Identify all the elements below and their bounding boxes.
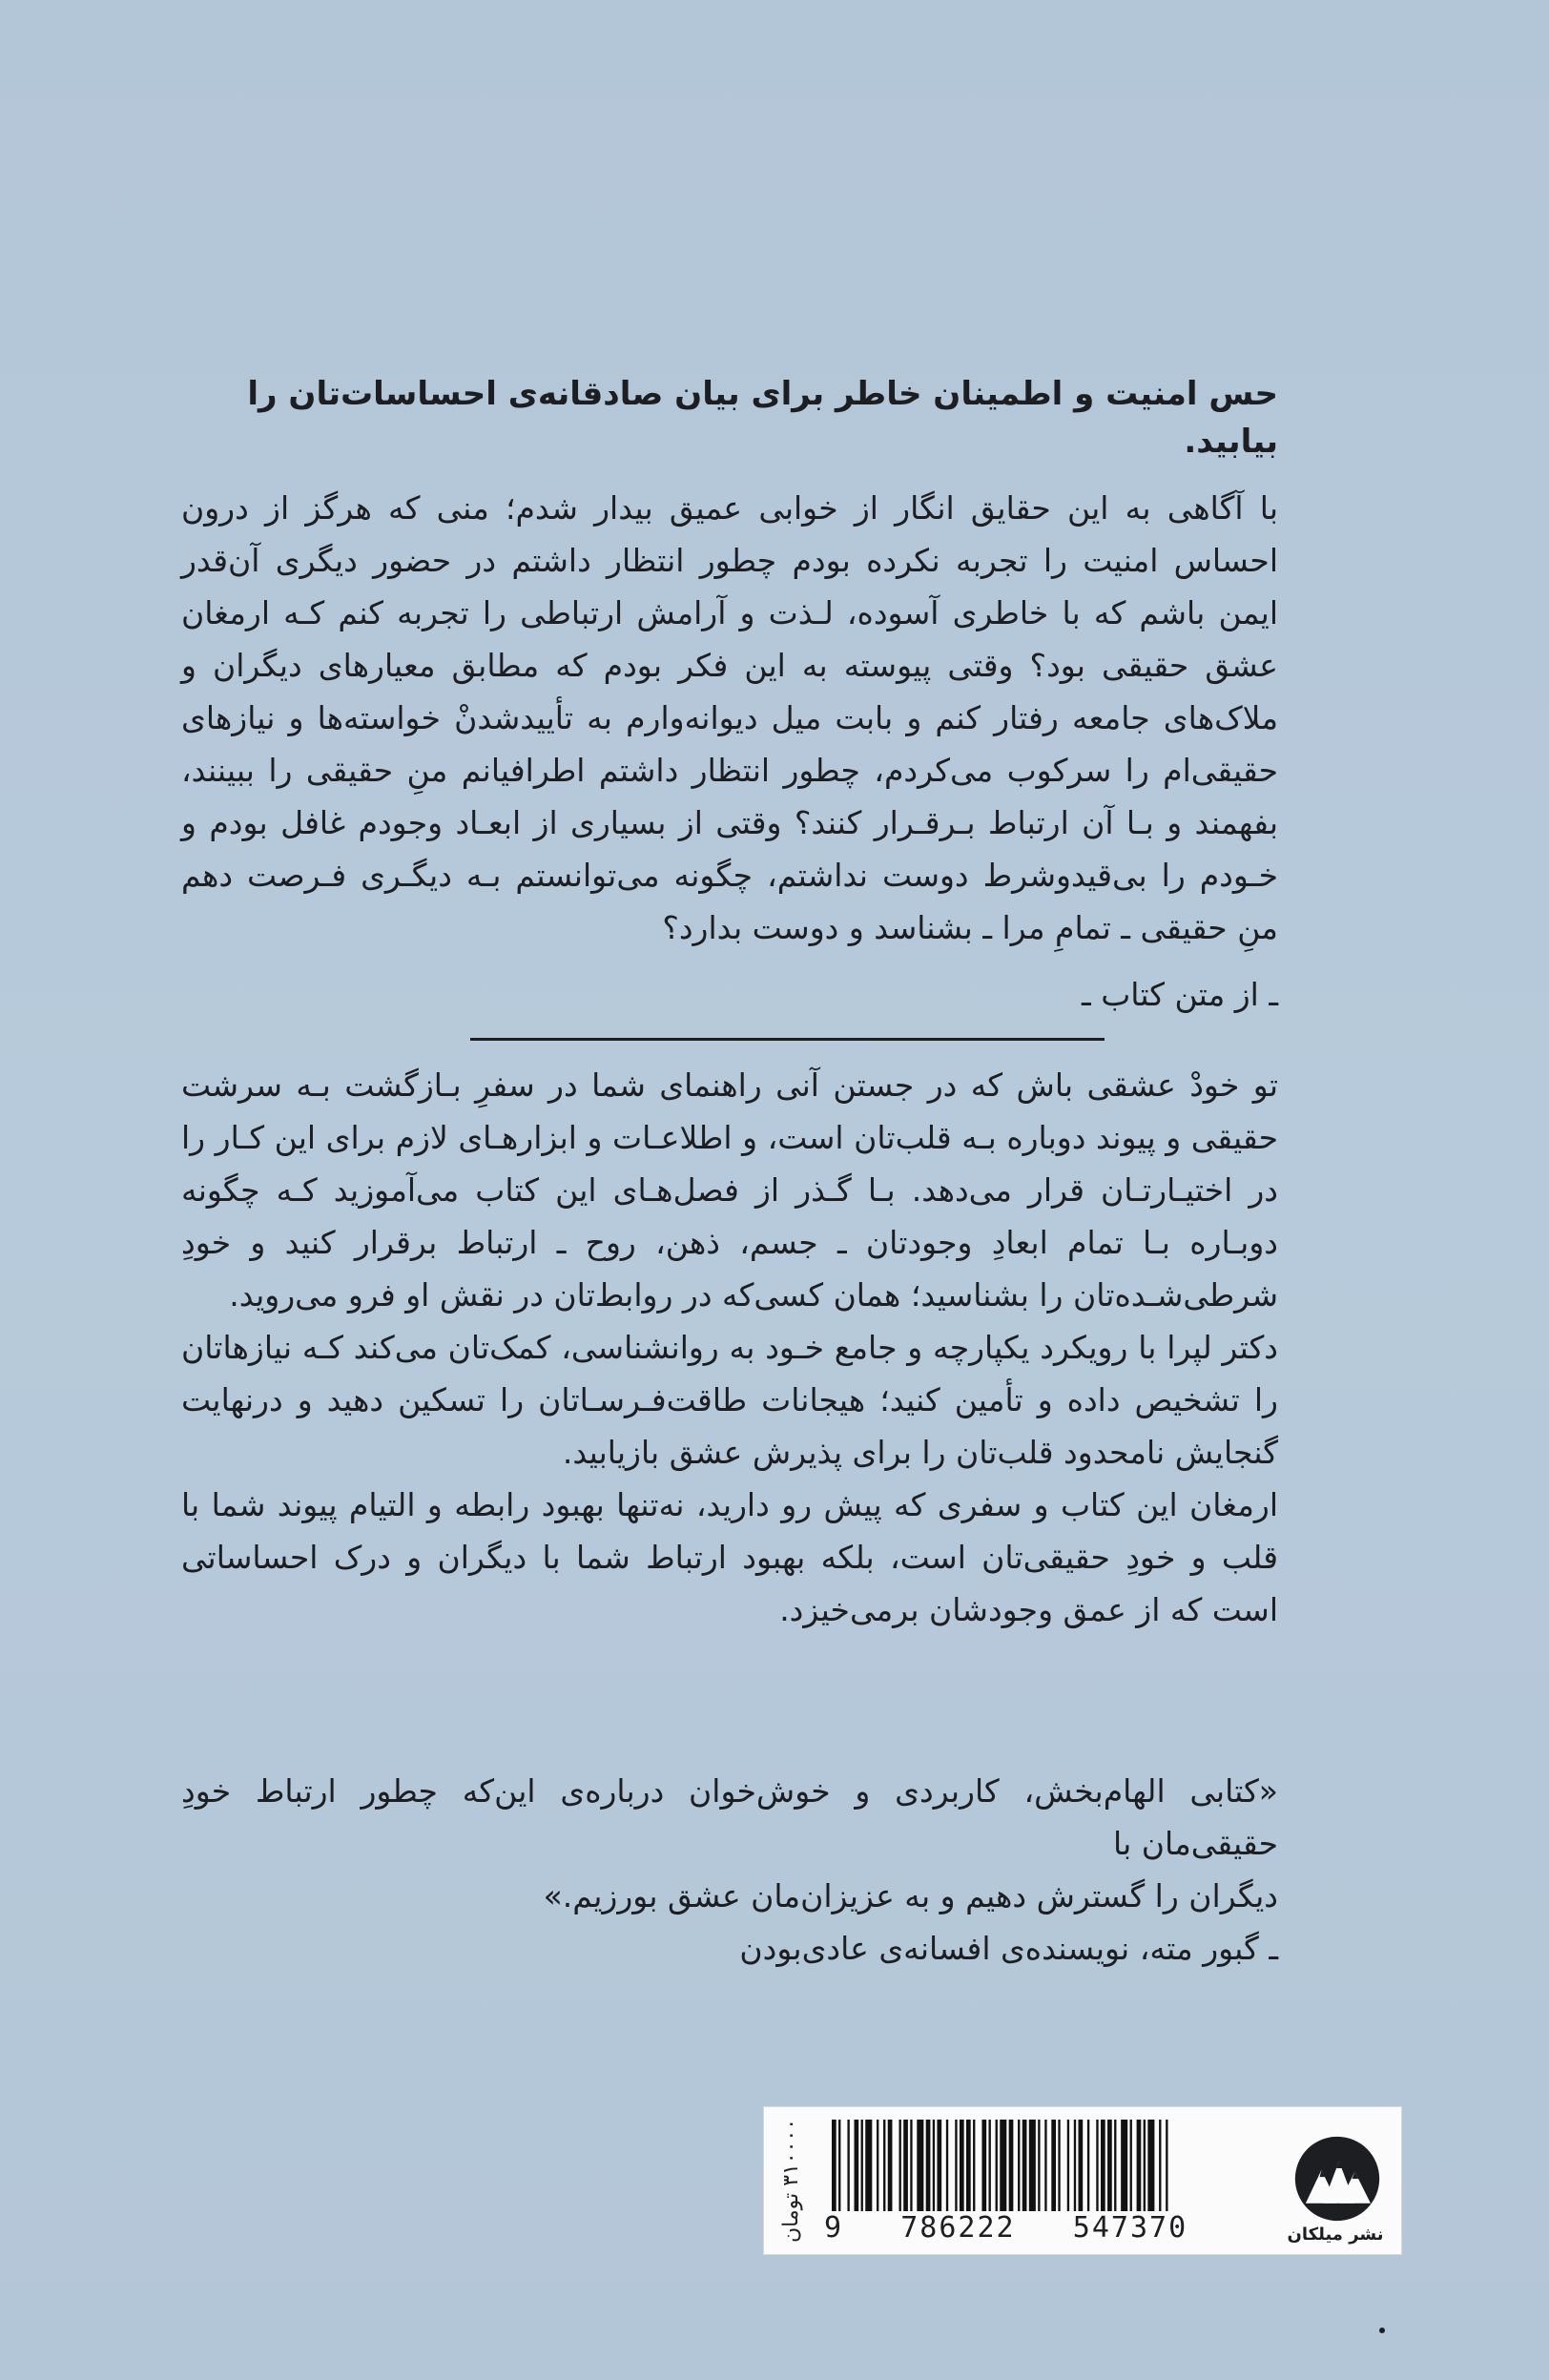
- blurb-quote-line: «کتابی الهام‌بخش، کاربردی و خوش‌خوان درباره‌ی این‌که چطور ارتباط خودِ حقیقی‌مان با: [181, 1772, 1278, 1862]
- endorsement-blurb: [181, 1765, 1278, 1975]
- description-paragraph: تو خودْ عشقی باش که در جستن آنی راهنمای شما در سفرِ بـازگشت بـه سرشت حقیقی و پیوند دوباره بـه قلب‌تان است، و اطلاعـات و ابزارهـای لازم برای این کـار را در اختیـارتـان قرار می‌دهد. بـا گـذر از فصل‌هـای این کتاب می‌آموزید کـه چگونه دوبـاره بـا تمام ابعادِ وجودتان ـ جسم، ذهن، روح ـ ارتباط برقرار کنید و خودِ شرطی‌شـده‌تان را بشناسید؛ همان کسی‌که در روابط‌تان در نقش او فرو می‌روید.: [181, 1066, 1278, 1314]
- mountains-logo-icon: [1293, 2135, 1381, 2223]
- isbn-barcode: [828, 2120, 1276, 2211]
- book-description: [181, 1059, 1278, 1636]
- blurb-attribution: ـ گبور مته، نویسنده‌ی افسانه‌ی عادی‌بودن: [739, 1930, 1278, 1967]
- blurb-quote-line: دیگران را گسترش دهیم و به عزیزان‌مان عشق بورزیم.»: [543, 1877, 1278, 1914]
- publisher-name: نشر میلکان: [1287, 2225, 1384, 2245]
- price-label: ۳۱۰۰۰۰ تومان: [779, 2118, 803, 2244]
- description-paragraph: ارمغان این کتاب و سفری که پیش رو دارید، نه‌تنها بهبود رابطه و التیام پیوند شما با قلب و خودِ حقیقی‌تان است، بلکه بهبود ارتباط شما با دیگران و درک احساساتی است که از عمق وجودشان برمی‌خیزد.: [181, 1486, 1278, 1628]
- decorative-dot: [1379, 2328, 1385, 2333]
- description-paragraph: دکتر لپرا با رویکرد یکپارچه و جامع خـود به روانشناسی، کمک‌تان می‌کند کـه نیازهاتان را تشخیص داده و تأمین کنید؛ هیجانات طاقت‌فـرسـاتان را تسکین دهید و درنهایت گنجایش نامحدود قلب‌تان را برای پذیرش عشق بازیابید.: [181, 1329, 1278, 1471]
- isbn-number: 9 786222 547370: [824, 2211, 1188, 2245]
- excerpt-source: ـ از متن کتاب ـ: [1082, 976, 1278, 1013]
- book-excerpt: با آگاهی به این حقایق انگار از خوابی عمیق بیدار شدم؛ منی که هرگز از درون احساس امنیت را تجربه نکرده بودم چطور انتظار داشتم در حضور دیگری آن‌قدر ایمن باشم که با خاطری آسوده، لـذت و آرامش ارتباطی را تجربه کنم کـه ارمغان عشق حقیقی بود؟ وقتی پیوسته به این فکر بودم که مطابق معیارهای دیگران و ملاک‌های جامعه رفتار کنم و بابت میل دیوانه‌وارم به تأییدشدنْ خواسته‌ها و نیازهای حقیقی‌ام را سرکوب می‌کردم، چطور انتظار داشتم اطرافیانم منِ حقیقی را ببینند، بفهمند و بـا آن ارتباط بـرقـرار کنند؟ وقتی از بسیاری از ابعـاد وجودم غافل بودم و خـودم را بی‌قیدوشرط دوست نداشتم، چگونه می‌توانستم بـه دیگـری فـرصت دهم منِ حقیقی ـ تمامِ مرا ـ بشناسد و دوست بدارد؟: [181, 489, 1278, 946]
- section-divider: [470, 1038, 1105, 1041]
- cover-headline: حس امنیت و اطمینان خاطر برای بیان صادقانه‌ی احساسات‌تان را بیابید.: [247, 375, 1278, 461]
